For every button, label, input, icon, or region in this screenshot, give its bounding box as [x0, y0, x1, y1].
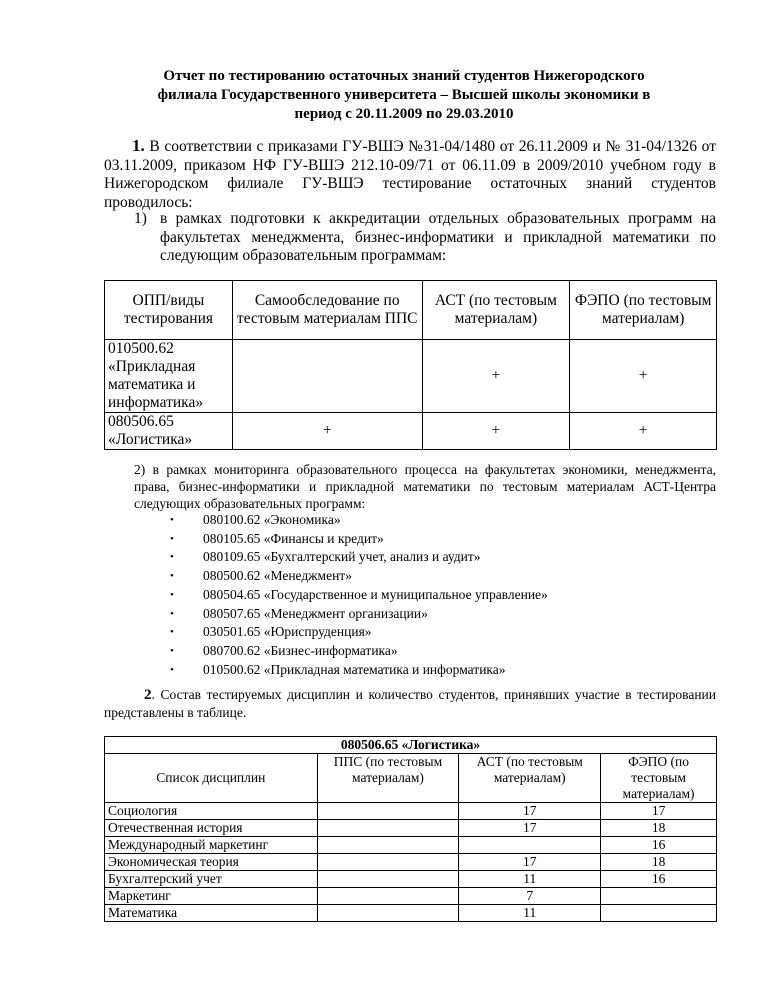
table-cell: 18: [601, 820, 717, 837]
program-list: [134, 511, 548, 679]
table-row: [105, 888, 717, 905]
bullet-icon: •: [170, 570, 174, 583]
bullet-icon: •: [170, 532, 174, 545]
bullet-icon: •: [170, 607, 174, 620]
header-cell: АСТ (по тестовым материалам): [422, 281, 570, 340]
table-cell: 17: [601, 803, 717, 820]
title-line-2: филиала Государственного университета – Высшей школы экономики в: [157, 87, 651, 103]
table-cell: +: [232, 413, 422, 450]
discipline-cell: Математика: [105, 905, 318, 922]
table-cell: 11: [459, 871, 601, 888]
list-item: • 080700.62 «Бизнес-информатика»: [134, 642, 548, 661]
table-caption-row: [105, 737, 717, 754]
table-row: [105, 340, 717, 413]
header-cell: ОПП/виды тестирования: [105, 281, 233, 340]
table-cell: [317, 837, 459, 854]
bullet-icon: •: [170, 514, 174, 526]
table-cell: 17: [459, 820, 601, 837]
list-item: • 080507.65 «Менеджмент организации»: [134, 605, 548, 624]
table-cell: [317, 820, 459, 837]
header-cell: ППС (по тестовым материалам): [317, 754, 459, 803]
table-row: [105, 803, 717, 820]
table-cell: [601, 905, 717, 922]
program-cell: 080506.65 «Логистика»: [105, 413, 233, 450]
section-2-number: 2: [144, 687, 152, 703]
table-cell: [459, 837, 601, 854]
table-cell: +: [570, 340, 717, 413]
table-row: [105, 413, 717, 450]
table-cell: 17: [459, 854, 601, 871]
header-cell: ФЭПО (по тестовым материалам): [601, 754, 717, 803]
accreditation-table: [104, 280, 717, 450]
program-cell: 010500.62 «Прикладная математика и информатика»: [105, 340, 233, 413]
bullet-icon: •: [170, 626, 174, 639]
table-cell: 11: [459, 905, 601, 922]
table-row: [105, 905, 717, 922]
bullet-icon: •: [170, 644, 174, 657]
table-cell: [317, 888, 459, 905]
header-cell: ФЭПО (по тестовым материалам): [570, 281, 717, 340]
bullet-icon: •: [170, 663, 174, 676]
section-1-number: 1.: [132, 136, 145, 155]
item-1-text: в рамках подготовки к аккредитации отдельных образовательных программ на факультетах менеджмента, бизнес-информатики и прикладной математики по следующим образовательным программам:: [160, 210, 716, 264]
table-cell: [317, 854, 459, 871]
table-row: [105, 854, 717, 871]
section-1-paragraph: [104, 137, 716, 212]
header-cell: Список дисциплин: [105, 754, 318, 803]
discipline-cell: Международный маркетинг: [105, 837, 318, 854]
list-item: • 080504.65 «Государственное и муниципальное управление»: [134, 586, 548, 605]
list-item: • 030501.65 «Юриспруденция»: [134, 623, 548, 642]
table-cell: 7: [459, 888, 601, 905]
table-cell: 18: [601, 854, 717, 871]
list-item: • 010500.62 «Прикладная математика и информатика»: [134, 661, 548, 680]
table-cell: +: [570, 413, 717, 450]
list-item: • 080105.65 «Финансы и кредит»: [134, 530, 548, 549]
discipline-cell: Социология: [105, 803, 318, 820]
disciplines-table: [104, 736, 717, 922]
table-cell: [601, 888, 717, 905]
header-cell: АСТ (по тестовым материалам): [459, 754, 601, 803]
list-item: • 080109.65 «Бухгалтерский учет, анализ и аудит»: [134, 548, 548, 567]
table-cell: 17: [459, 803, 601, 820]
table-row: [105, 871, 717, 888]
section-1-item-2: 2) в рамках мониторинга образовательного процесса на факультетах экономики, менеджмента, права, бизнес-информатики и прикладной математики по тестовым материалам АСТ-Центра следующих образовательных программ:: [134, 462, 716, 511]
table-cell: 16: [601, 871, 717, 888]
table-cell: [317, 905, 459, 922]
list-item: • 080100.62 «Экономика»: [134, 511, 548, 530]
table-row: [105, 820, 717, 837]
report-title: [104, 67, 704, 124]
bullet-icon: •: [170, 551, 174, 564]
table-header-row: [105, 281, 717, 340]
item-1-marker: 1): [134, 210, 147, 227]
table-header-row: [105, 754, 717, 803]
table-row: [105, 837, 717, 854]
discipline-cell: Экономическая теория: [105, 854, 318, 871]
table-cell: [317, 871, 459, 888]
bullet-icon: •: [170, 588, 174, 601]
table-cell: 16: [601, 837, 717, 854]
table-cell: [232, 340, 422, 413]
section-2-text: . Состав тестируемых дисциплин и количество студентов, принявших участие в тестировании представлены в таблице.: [104, 687, 716, 720]
table-cell: +: [422, 413, 570, 450]
table-cell: [317, 803, 459, 820]
title-line-1: Отчет по тестированию остаточных знаний студентов Нижегородского: [163, 68, 645, 84]
header-cell: Самообследование по тестовым материалам ППС: [232, 281, 422, 340]
table-caption: 080506.65 «Логистика»: [105, 737, 717, 754]
table-cell: +: [422, 340, 570, 413]
section-2-paragraph: [104, 686, 716, 722]
title-line-3: период с 20.11.2009 по 29.03.2010: [294, 106, 514, 122]
discipline-cell: Бухгалтерский учет: [105, 871, 318, 888]
discipline-cell: Маркетинг: [105, 888, 318, 905]
section-1-text: В соответствии с приказами ГУ-ВШЭ №31-04/1480 от 26.11.2009 и № 31-04/1326 от 03.11.2009, приказом НФ ГУ-ВШЭ 212.10-09/71 от 06.11.09 в 2009/2010 учебном году в Нижегородском филиале ГУ-ВШЭ тестирование остаточных знаний студентов проводилось:: [104, 138, 716, 211]
discipline-cell: Отечественная история: [105, 820, 318, 837]
list-item: • 080500.62 «Менеджмент»: [134, 567, 548, 586]
